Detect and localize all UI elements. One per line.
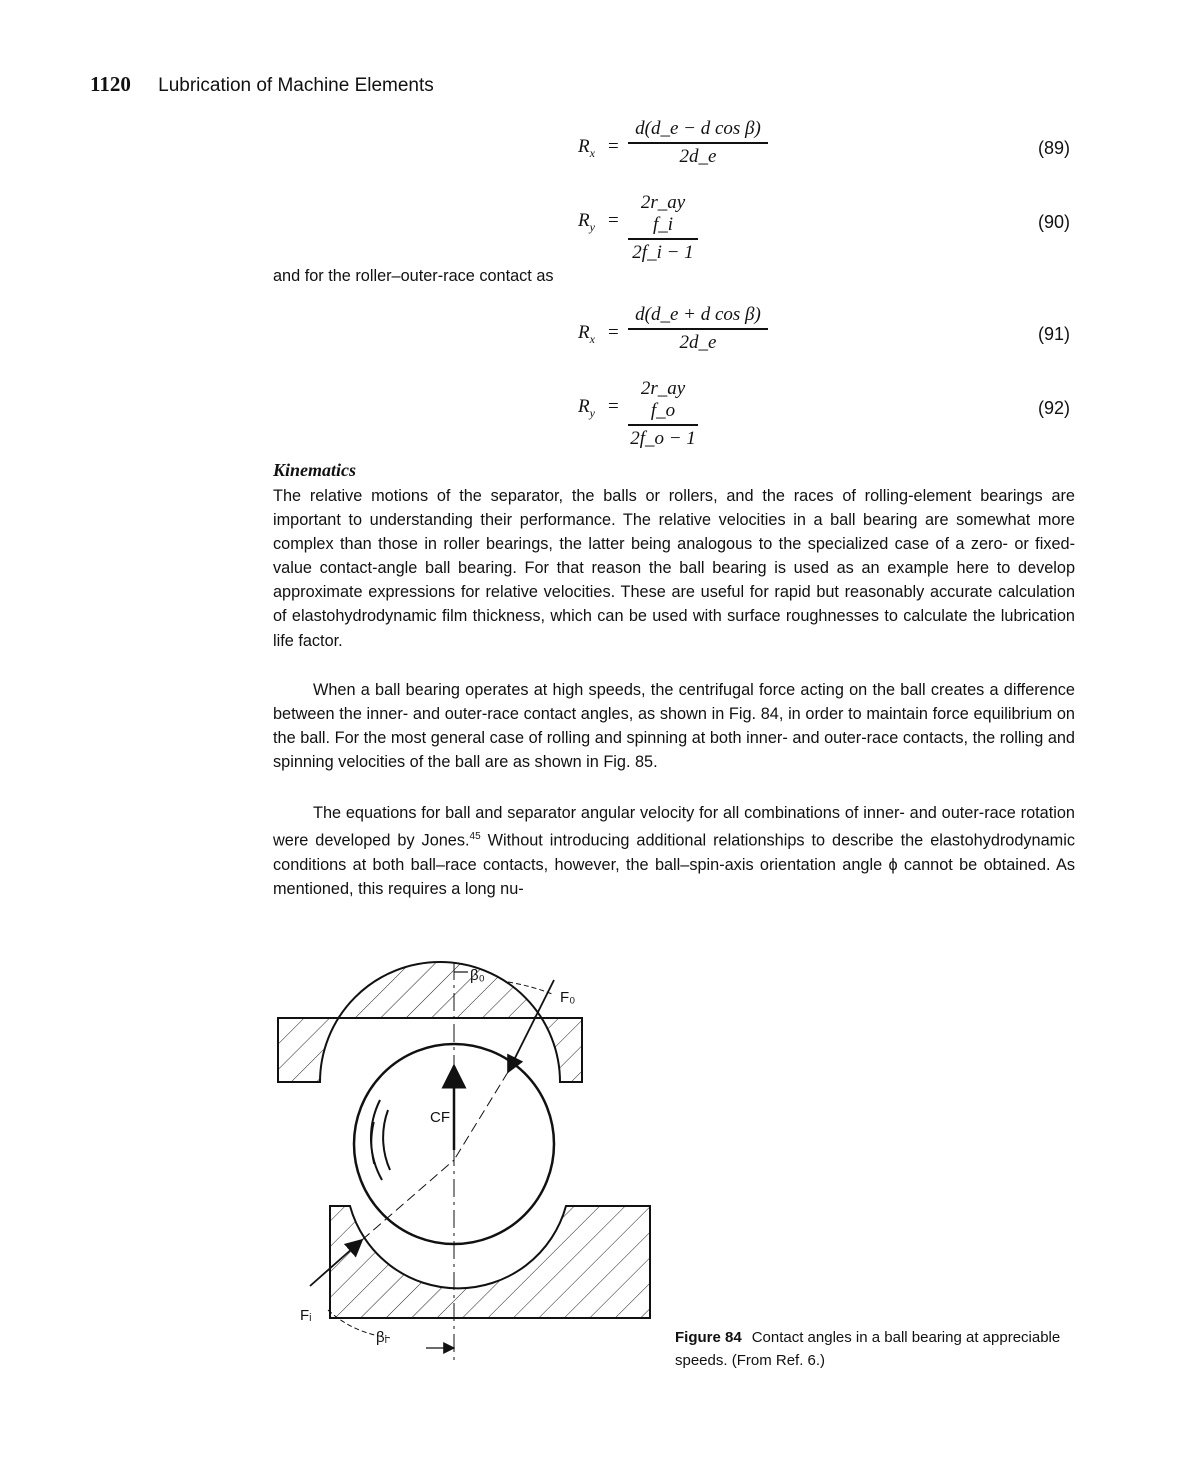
eq-lhs: $R_y$ (578, 210, 595, 234)
numerator: d(d_e − d cos β) (635, 118, 761, 139)
caption-text: Contact angles in a ball bearing at appreciable speeds. (From Ref. 6.) (675, 1329, 1061, 1369)
equation-91 (0, 304, 1200, 370)
reference-superscript: 45 (469, 831, 481, 843)
paragraph-3: The equations for ball and separator angular velocity for all combinations of inner- and outer-race rotation were developed by Jones.$^{45}$ Without introducing additional relationships to describe the elastohydrodynamic conditions at both ball–race contacts, however, the ball–spin-axis orientation angle ϕ cannot be obtained. As mentioned, this requires a long nu- (273, 804, 1075, 898)
numerator: 2r_ay f_i (640, 192, 686, 235)
beta-o-label: β₀ (470, 967, 485, 984)
equation-number: (90) (1038, 212, 1071, 232)
page-number: 1120 (90, 72, 131, 96)
fraction (628, 192, 698, 264)
equals-sign: = (608, 136, 619, 157)
eq-lhs: $R_y$ (578, 396, 595, 420)
fraction (628, 304, 768, 354)
eq-lhs: $R_x$ (578, 136, 595, 160)
fraction (628, 378, 698, 450)
paragraph-1: The relative motions of the separator, the balls or rollers, and the races of rolling-element bearings are important to understanding their performance. The relative velocities in a ball bearing are somewhat more complex than those in roller bearings, the latter being analogous to the specialized case of a zero- or fixed-value contact-angle ball bearing. For that reason the ball bearing is used as an example here to develop approximate expressions for relative velocities. These are useful for rapid but reasonably accurate calculation of elastohydrodynamic film thickness, which can be used with surface roughnesses to calculate the lubrication life factor. (273, 487, 1075, 650)
denominator: 2f_i − 1 (632, 241, 694, 263)
numerator: 2r_ay f_o (640, 378, 686, 421)
equals-sign: = (608, 210, 619, 231)
equation-number: (89) (1038, 138, 1071, 158)
numerator: d(d_e + d cos β) (635, 304, 761, 325)
equals-sign: = (608, 322, 619, 343)
equals-sign: = (608, 396, 619, 417)
f-i-label: Fᵢ (300, 1307, 312, 1324)
fraction (628, 118, 768, 168)
running-title: Lubrication of Machine Elements (158, 75, 434, 96)
figure-caption (675, 1326, 1085, 1372)
equation-90 (0, 192, 1200, 263)
cf-label: CF (430, 1109, 450, 1126)
equation-92 (0, 378, 1200, 449)
equation-number: (91) (1038, 324, 1071, 344)
f-o-label: F₀ (560, 989, 576, 1006)
beta-i-label: βᵢ (376, 1329, 387, 1346)
equation-number: (92) (1038, 398, 1071, 418)
intro-text: and for the roller–outer-race contact as (273, 267, 554, 285)
denominator: 2f_o − 1 (630, 427, 696, 449)
eq-lhs: $R_x$ (578, 322, 595, 346)
denominator: 2d_e (679, 331, 717, 353)
equation-89 (0, 118, 1200, 184)
denominator: 2d_e (679, 145, 717, 167)
figure-84-diagram (270, 950, 670, 1370)
paragraph-2: When a ball bearing operates at high speeds, the centrifugal force acting on the ball creates a difference between the inner- and outer-race contact angles, as shown in Fig. 84, in order to maintain force equilibrium on the ball. For the most general case of rolling and spinning at both inner- and outer-race contacts, the rolling and spinning velocities of the ball are as shown in Fig. 85. (273, 681, 1075, 772)
running-header (90, 72, 434, 97)
figure-label: Figure 84 (675, 1329, 742, 1346)
section-heading: Kinematics (273, 460, 357, 480)
